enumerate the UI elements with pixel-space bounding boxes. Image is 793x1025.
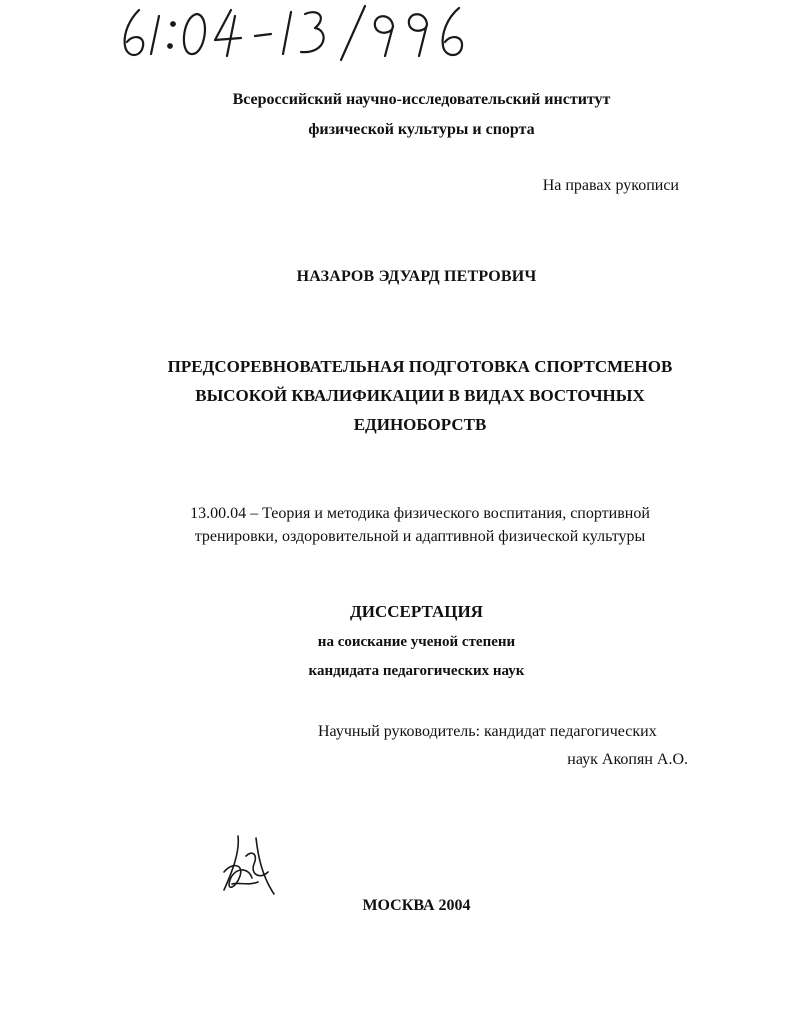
- institute-name-line-2: физической культуры и спорта: [308, 121, 535, 138]
- manuscript-rights-note: На правах рукописи: [542, 177, 679, 194]
- institute-name-line-1: Всероссийский научно-исследовательский институт: [232, 91, 611, 108]
- handwritten-signature: [218, 832, 278, 898]
- handwritten-archive-number: [115, 2, 475, 64]
- specialty-line-1: 13.00.04 – Теория и методика физического воспитания, спортивной: [190, 505, 650, 522]
- city-and-year: МОСКВА 2004: [362, 897, 471, 914]
- degree-line-2: кандидата педагогических наук: [308, 663, 525, 679]
- title-line: ВЫСОКОЙ КВАЛИФИКАЦИИ В ВИДАХ ВОСТОЧНЫХ: [195, 386, 645, 405]
- dissertation-title: [100, 352, 740, 439]
- dissertation-heading: ДИССЕРТАЦИЯ: [350, 602, 483, 621]
- handwritten-number-graphic: [115, 2, 475, 64]
- author-name: НАЗАРОВ ЭДУАРД ПЕТРОВИЧ: [296, 268, 537, 285]
- scientific-supervisor: [318, 718, 700, 774]
- title-line: ПРЕДСОРЕВНОВАТЕЛЬНАЯ ПОДГОТОВКА СПОРТСМЕНОВ: [167, 357, 673, 376]
- supervisor-line-1: Научный руководитель: кандидат педагогических: [318, 723, 657, 740]
- specialty-line-2: тренировки, оздоровительной и адаптивной физической культуры: [194, 528, 646, 545]
- signature-graphic: [218, 832, 278, 898]
- supervisor-line-2: наук Акопян А.О.: [567, 751, 688, 768]
- specialty-code: [100, 502, 740, 548]
- degree-line-1: на соискание ученой степени: [317, 634, 516, 650]
- title-line: ЕДИНОБОРСТВ: [353, 415, 487, 434]
